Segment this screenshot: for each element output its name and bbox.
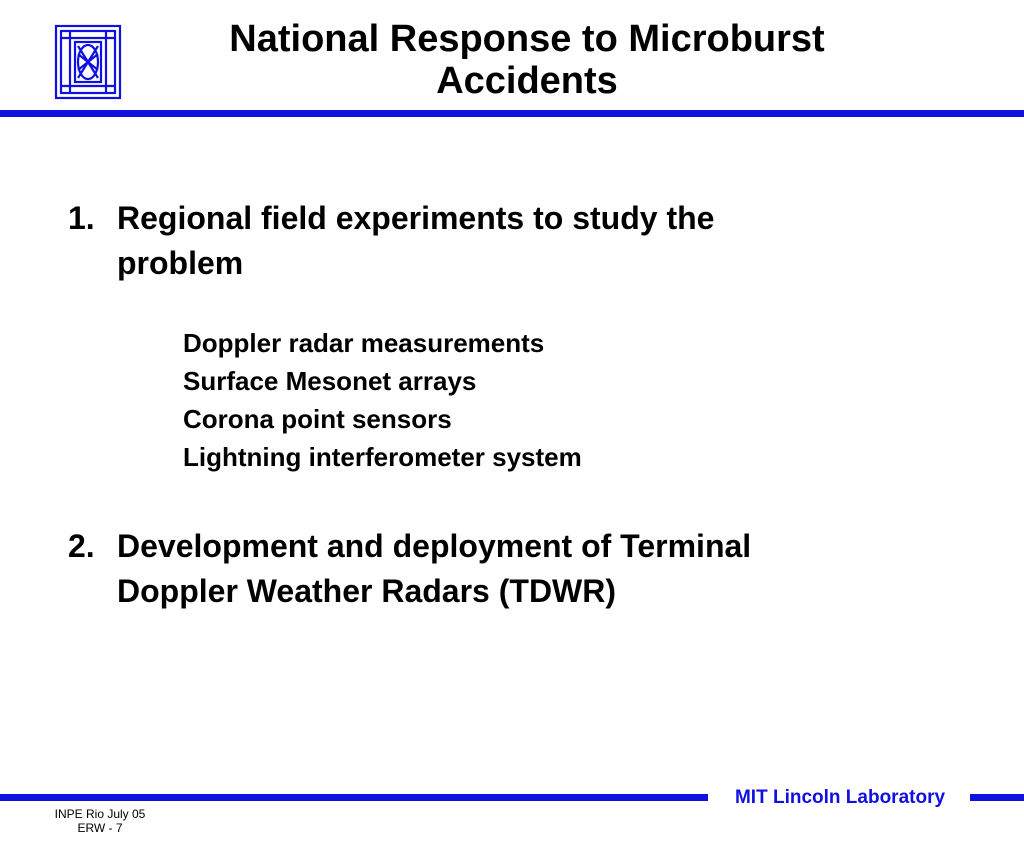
list-number: 2. [68,528,95,564]
list-item-2 [68,524,968,614]
footer-line-2: ERW - 7 [77,821,123,835]
title-line-1: National Response to Microburst [229,18,825,60]
page-title [30,18,1024,102]
list-item-2-line-2: Doppler Weather Radars (TDWR) [117,573,617,609]
sub-list [183,324,582,476]
list-item-1-line-2: problem [117,245,244,281]
sub-item: Doppler radar measurements [183,328,545,358]
list-item-1-line-1: Regional field experiments to study the [117,200,715,236]
sub-item: Corona point sensors [183,404,452,434]
footer-info [40,807,160,835]
sub-item: Lightning interferometer system [183,442,582,472]
footer-divider-right [970,794,1024,801]
footer-divider-left [0,794,708,801]
title-line-2: Accidents [436,60,618,102]
list-item-2-line-1: Development and deployment of Terminal [117,528,752,564]
list-number: 1. [68,200,95,236]
organization-name: MIT Lincoln Laboratory [734,787,946,808]
footer-line-1: INPE Rio July 05 [54,807,146,821]
sub-item: Surface Mesonet arrays [183,366,477,396]
list-item-1 [68,196,968,286]
header-divider [0,110,1024,117]
